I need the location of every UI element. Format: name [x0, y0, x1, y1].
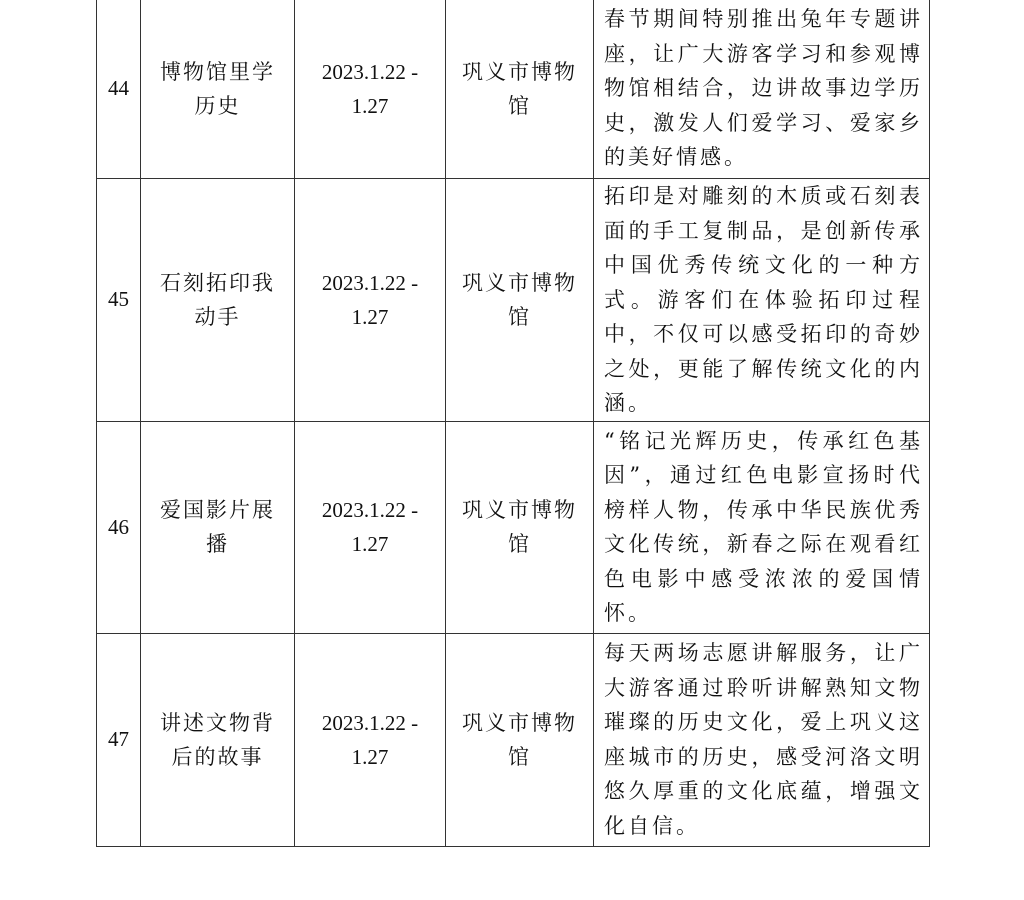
- event-venue: 巩义市博物馆: [462, 498, 577, 556]
- event-description-cell: [594, 421, 930, 633]
- event-name: 博物馆里学历史: [160, 59, 275, 118]
- table-row: [97, 421, 930, 633]
- event-date: 2023.1.22 - 1.27: [321, 498, 419, 556]
- event-date-cell: [295, 179, 446, 422]
- event-description: “铭记光辉历史，传承红色基因”，通过红色电影宣扬时代榜样人物，传承中华民族优秀文化传统，新春之际在观看红色电影中感受浓浓的爱国情怀。: [604, 428, 923, 625]
- row-number-cell: [97, 179, 141, 422]
- event-name: 讲述文物背后的故事: [160, 710, 275, 769]
- row-number: 46: [108, 514, 129, 539]
- event-description-cell: [594, 0, 930, 179]
- row-number-cell: [97, 0, 141, 179]
- event-date-cell: [295, 0, 446, 179]
- event-description: 春节期间特别推出兔年专题讲座，让广大游客学习和参观博物馆相结合，边讲故事边学历史，激发人们爱学习、爱家乡的美好情感。: [604, 7, 923, 170]
- row-number: 47: [108, 727, 129, 751]
- row-number: 45: [108, 287, 129, 312]
- event-venue: 巩义市博物馆: [462, 59, 577, 118]
- events-table: [96, 0, 930, 847]
- event-venue-cell: [446, 421, 594, 633]
- row-number-cell: [97, 421, 141, 633]
- table-row: [97, 179, 930, 422]
- event-date: 2023.1.22 - 1.27: [321, 59, 419, 118]
- event-description: 拓印是对雕刻的木质或石刻表面的手工复制品，是创新传承中国优秀传统文化的一种方式。游客们在体验拓印过程中，不仅可以感受拓印的奇妙之处，更能了解传统文化的内涵。: [604, 184, 923, 415]
- event-date: 2023.1.22 - 1.27: [321, 270, 419, 329]
- row-number-cell: [97, 633, 141, 846]
- event-venue-cell: [446, 0, 594, 179]
- event-name-cell: [141, 179, 295, 422]
- event-name-cell: [141, 421, 295, 633]
- event-name-cell: [141, 633, 295, 846]
- table-row: [97, 0, 930, 179]
- event-description: 每天两场志愿讲解服务，让广大游客通过聆听讲解熟知文物璀璨的历史文化，爱上巩义这座城市的历史，感受河洛文明悠久厚重的文化底蕴，增强文化自信。: [604, 641, 923, 838]
- event-date-cell: [295, 421, 446, 633]
- event-description-cell: [594, 633, 930, 846]
- event-date: 2023.1.22 - 1.27: [321, 710, 419, 769]
- event-name: 石刻拓印我动手: [160, 270, 275, 329]
- event-description-cell: [594, 179, 930, 422]
- event-name: 爱国影片展播: [160, 498, 275, 556]
- event-date-cell: [295, 633, 446, 846]
- event-venue-cell: [446, 179, 594, 422]
- row-number: 44: [108, 76, 129, 100]
- event-venue: 巩义市博物馆: [462, 710, 577, 769]
- event-venue: 巩义市博物馆: [462, 270, 577, 329]
- event-name-cell: [141, 0, 295, 179]
- table-row: [97, 633, 930, 846]
- event-venue-cell: [446, 633, 594, 846]
